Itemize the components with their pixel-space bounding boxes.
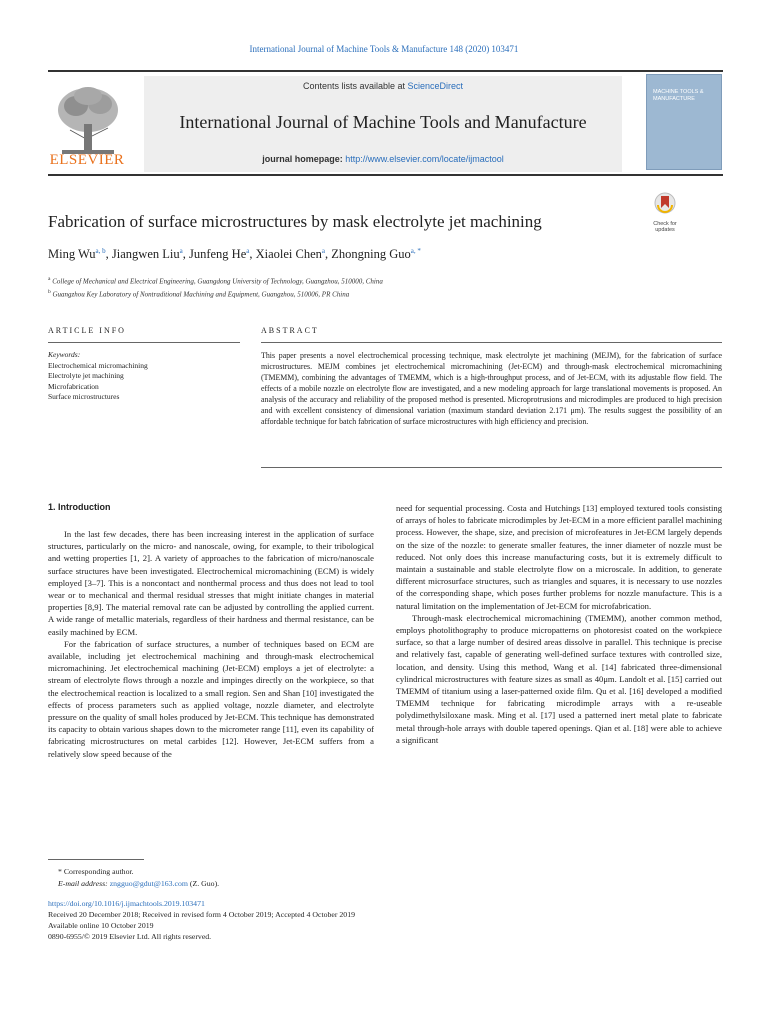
affiliation-text: Guangzhou Key Laboratory of Nontraditional Machining and Equipment, Guangzhou, 510006, PR China <box>52 290 350 299</box>
email-note <box>48 878 548 890</box>
abstract-heading: ABSTRACT <box>261 326 319 335</box>
abstract-bottom-divider <box>261 467 722 468</box>
keywords-label: Keywords: <box>48 350 81 359</box>
article-info-divider <box>48 342 240 343</box>
homepage-line <box>144 154 622 164</box>
introduction-heading: 1. Introduction <box>48 502 111 512</box>
author-affiliation-marker[interactable]: a <box>321 247 326 255</box>
homepage-label: journal homepage: <box>262 154 346 164</box>
contents-prefix: Contents lists available at <box>302 81 408 91</box>
affiliation-text: College of Mechanical and Electrical Engineering, Guangdong University of Technology, Guangzhou, 510000, China <box>52 277 383 286</box>
received-dates: Received 20 December 2018; Received in revised form 4 October 2019; Accepted 4 October 2019 <box>48 910 356 919</box>
keyword-item: Electrolyte jet machining <box>48 371 124 380</box>
affiliation-marker: a <box>48 276 51 282</box>
check-for-updates-icon <box>654 192 676 216</box>
copyright-line: 0890-6955/© 2019 Elsevier Ltd. All rights reserved. <box>48 932 212 941</box>
author-name[interactable]: Ming Wu <box>48 247 96 262</box>
check-for-updates-label: Check for updates <box>653 221 677 234</box>
journal-citation[interactable]: International Journal of Machine Tools & Manufacture 148 (2020) 103471 <box>249 44 519 54</box>
author-name[interactable]: Jiangwen Liu <box>111 247 180 262</box>
abstract-divider <box>261 342 722 343</box>
available-online: Available online 10 October 2019 <box>48 921 154 930</box>
abstract-text: This paper presents a novel electrochemical processing technique, mask electrolyte jet machining (MEJM), for the fabrication of surface microstructures. MEJM combines jet electrochemical micromachining (Jet-ECM) and through-mask electrochemical micromachining (TMEMM), combining the advantages of TMEMM, which is a high-throughput process, and of Jet-ECM, with its adjustable flow field. The effects of a mobile nozzle on electrolyte flow are investigated, and a new modeling approach for large translational movements is proposed. An analysis of the accuracy and reliability of the proposed method is presented. Microprotrusions and microdimples are produced to high precision and with excellent consistency of dimensional variation (maximum standard deviation 2.171 μm). The results suggest the possibility of an affordable technique for batch fabrication of surface microstructures with high efficiency and precision. <box>261 351 722 426</box>
journal-header-band <box>144 76 622 172</box>
journal-title: International Journal of Machine Tools and Manufacture <box>179 112 587 132</box>
contents-line <box>144 81 622 91</box>
affiliation-item <box>48 287 728 300</box>
footnote-divider <box>48 859 144 860</box>
author-affiliation-marker[interactable]: a <box>179 247 183 255</box>
elsevier-wordmark: ELSEVIER <box>49 152 125 168</box>
publication-info <box>48 898 648 942</box>
keyword-item: Microfabrication <box>48 381 99 391</box>
corresponding-author-note: * Corresponding author. <box>58 867 134 876</box>
email-suffix: (Z. Guo). <box>187 879 220 889</box>
footnotes <box>48 866 548 891</box>
doi-link[interactable]: https://doi.org/10.1016/j.ijmachtools.2019.103471 <box>48 899 205 908</box>
article-title: Fabrication of surface microstructures by mask electrolyte jet machining <box>48 212 542 231</box>
keywords-block <box>48 350 240 403</box>
author-name[interactable]: Junfeng He <box>188 247 247 262</box>
body-paragraph: need for sequential processing. Costa and Hutchings [13] employed textured tools consisting of arrays of holes to fabricate microdimples by Jet-ECM in a more efficient parallel machining process. However, the shape, size, and precision of microfeatures in Jet-ECM largely depends on the size of the nozzle: to generate smaller features, the inner diameter of nozzle must be reduced. Not only does this increase manufacturing costs, but it is extremely difficult to maintain a sustainable and stable electrolyte flow on a microscale. In addition, to generate different microsurface structures, such as triangles and squares, it is necessary to use nozzles of the corresponding shape, which poses further problems for nozzle manufacture. This is a natural limitation on the implementation of Jet-ECM for microfabrication. <box>396 503 722 611</box>
body-column-left <box>48 528 374 760</box>
author-list: Ming Wu$^{a, b}$, Jiangwen Liu$^a$, Junfeng He$^a$, Xiaolei Chen$^a$, Zhongning Guo$^{a, *}$ <box>48 247 421 262</box>
corresponding-author-text: Corresponding author. <box>63 867 134 876</box>
author-name[interactable]: Xiaolei Chen <box>255 247 322 262</box>
email-link[interactable]: zngguo@gdut@163.com <box>109 879 188 889</box>
journal-cover-image <box>646 74 722 170</box>
body-paragraph: Through-mask electrochemical micromachining (TMEMM), another common method, employs photolithography to produce micropatterns on photoresist coated on the workpiece surface, so that a large number of desired areas dissolve in parallel. This technique is precise and relatively fast, capable of generating well-defined surface textures with controlled size, location, and density. Using this method, Wang et al. [14] fabricated three-dimensional cylindrical microstructures with feature sizes as small as 40μm. Landolt et al. [15] carried out TMEMM of titanium using a laser-patterned oxide film. Qu et al. [16] developed a modified TMEMM technique for fabricating microdimple arrays with a re-useable polydimethylsiloxane mask. Ming et al. [17] used a patterned inert metal plate to fabricate metal through-hole arrays with double tapered openings. Qian et al. [18] were able to achieve a significant <box>396 612 722 745</box>
author-affiliation-marker[interactable]: a, b <box>95 247 106 255</box>
affiliation-item <box>48 274 728 287</box>
article-info-heading: ARTICLE INFO <box>48 326 126 335</box>
body-paragraph: In the last few decades, there has been increasing interest in the application of surface structures, particularly on the micro- and nanoscale, owing, for example, to their tribological and wetting properties [1, 2]. A variety of approaches to the fabrication of micro/nanoscale surface structures have been investigated. Electrochemical micromachining (ECM) is widely employed [3–7]. This is a noncontact and nonthermal process and thus does not lead to tool wear or to mechanical and thermal residual stresses that might initiate changes in material properties [8,9]. The material removal rate can be adjusted by controlling the applied current. A wide range of metallic materials, regardless of their hardness and thermal resistance, can be easily machined by ECM. <box>48 529 374 637</box>
author-name[interactable]: Zhongning Guo <box>331 247 411 262</box>
cover-title: MACHINE TOOLS & MANUFACTURE <box>653 89 704 102</box>
body-column-right <box>396 502 722 746</box>
sciencedirect-link[interactable]: ScienceDirect <box>407 81 464 91</box>
author-affiliation-marker[interactable]: a, * <box>410 247 421 255</box>
journal-masthead <box>48 70 723 176</box>
author-affiliation-marker[interactable]: a <box>246 247 250 255</box>
body-paragraph: For the fabrication of surface structures, a number of techniques based on ECM are available, including jet electrochemical machining and through-mask electrochemical micromachining. Jet electrochemical machining (Jet-ECM) employs a jet of electrolyte: a stream of electrolyte flows through a nozzle and impinges directly on the workpiece, so that the electrochemical reaction is localized to a small region. Sen and Shan [10] investigated the effects of process parameters such as applied voltage, nozzle diameter, and electrolyte pressure on the quality of small holes produced by Jet-ECM. This technique has demonstrated its capacity to obtain various shapes down to the micrometer range [11], even its capability of fabricating microstructures on metal carbides [12]. However, Jet-ECM suffers from a relatively slow speed because of the <box>48 638 374 759</box>
keyword-item: Electrochemical micromachining <box>48 360 148 370</box>
email-label: E-mail address: <box>58 879 110 889</box>
homepage-link[interactable]: http://www.elsevier.com/locate/ijmactool <box>345 154 504 164</box>
keyword-item: Surface microstructures <box>48 392 120 401</box>
check-for-updates-button[interactable] <box>643 192 687 236</box>
affiliation-marker: b <box>48 289 51 296</box>
affiliation-list <box>48 274 728 301</box>
